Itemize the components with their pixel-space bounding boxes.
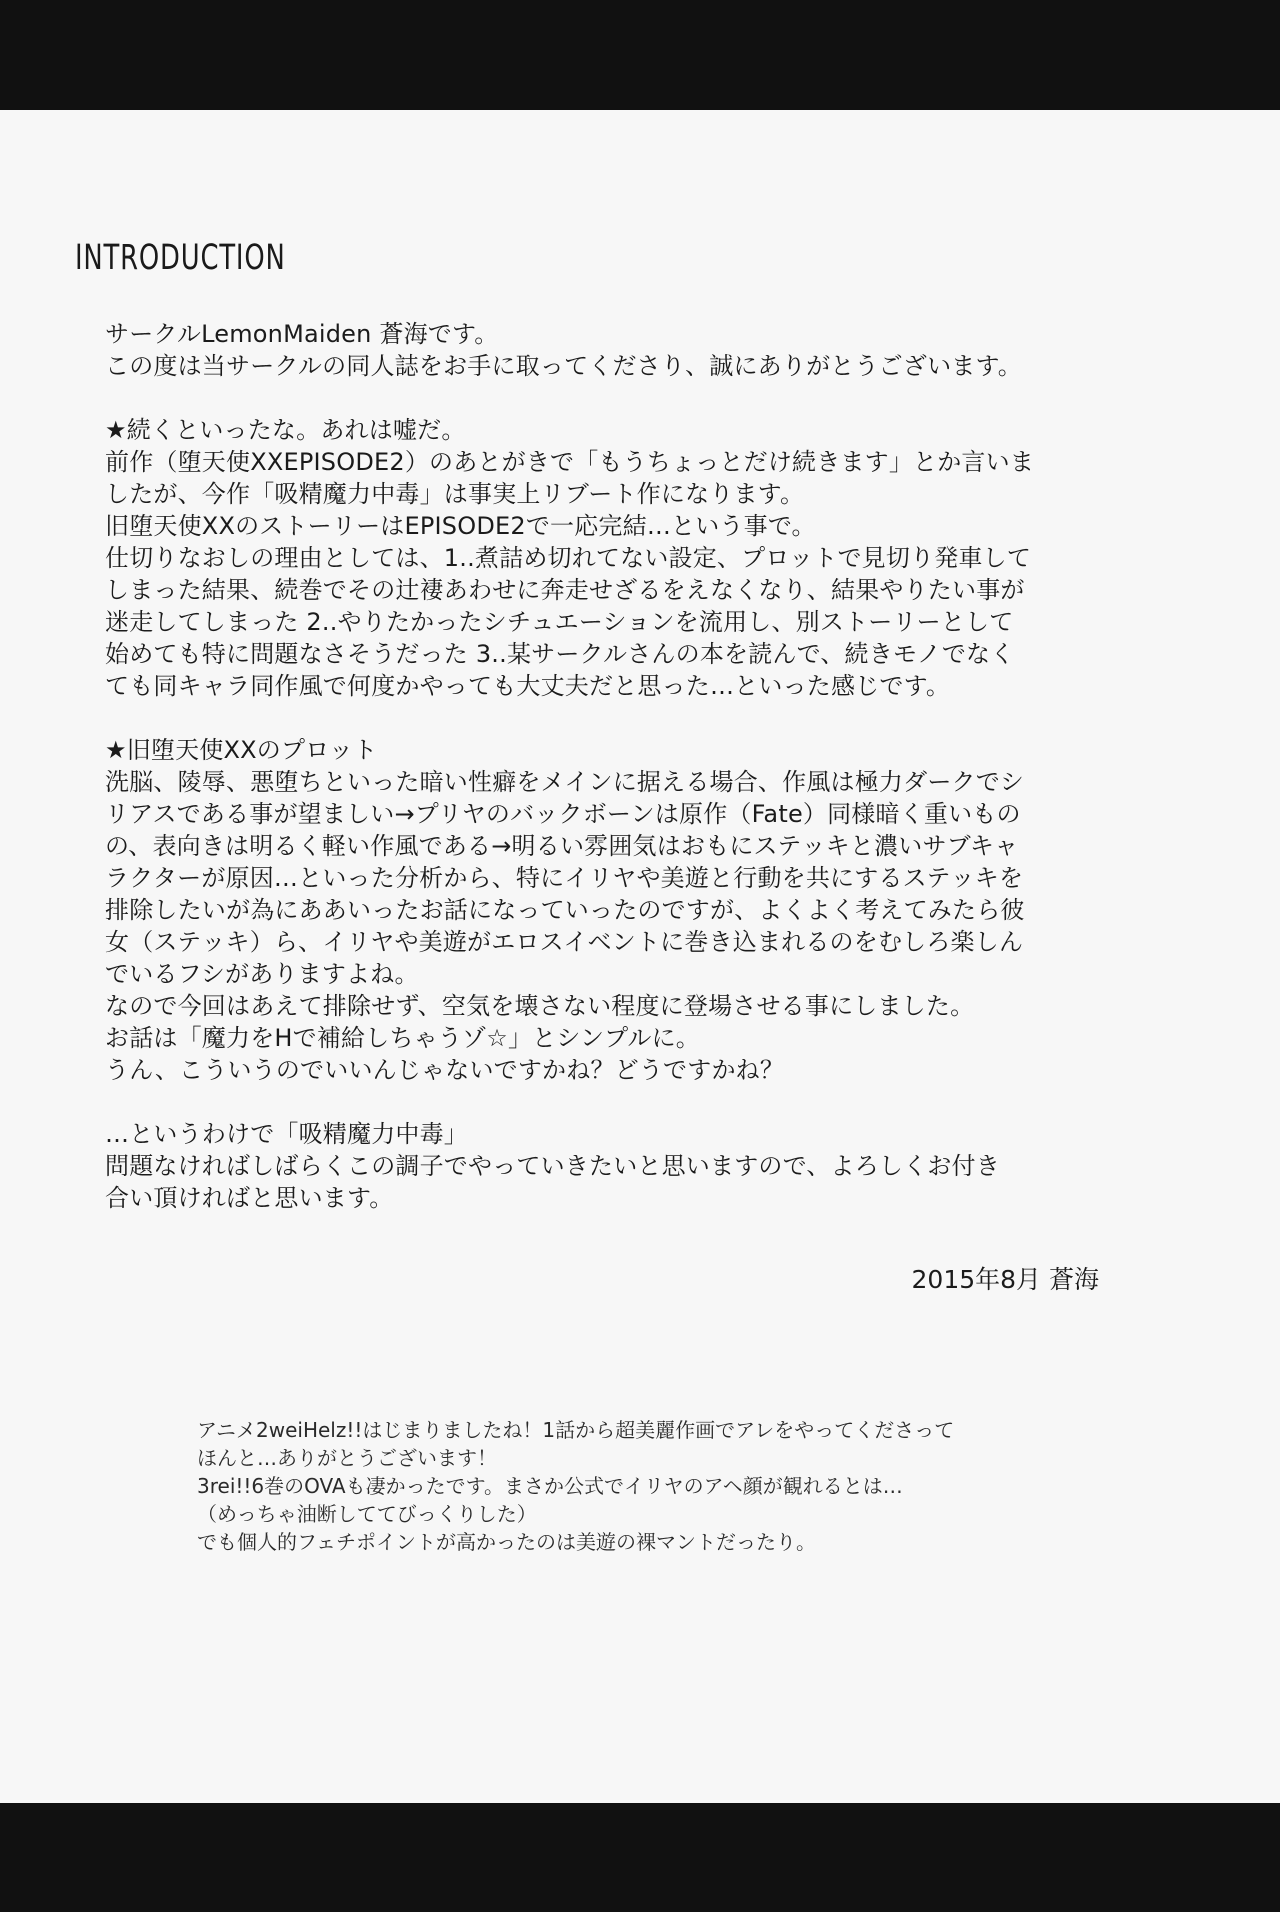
text-line: 女（ステッキ）ら、イリヤや美遊がエロスイベントに巻き込まれるのをむしろ楽しん xyxy=(105,928,1024,956)
text-line: したが、今作「吸精魔力中毒」は事実上リブート作になります。 xyxy=(105,480,805,508)
text-line: ても同キャラ同作風で何度かやっても大丈夫だと思った…といった感じです。 xyxy=(105,672,951,700)
paragraph-gap xyxy=(105,382,1125,414)
paragraph-gap xyxy=(105,1086,1125,1118)
text-line: ラクターが原因…といった分析から、特にイリヤや美遊と行動を共にするステッキを xyxy=(105,864,1024,892)
paragraph-greeting xyxy=(105,318,1125,382)
scan-border-bottom xyxy=(0,1803,1280,1912)
text-line: 洗脳、陵辱、悪堕ちといった暗い性癖をメインに据える場合、作風は極力ダークでシ xyxy=(105,768,1025,796)
book-page xyxy=(0,110,1280,1803)
text-line: 問題なければしばらくこの調子でやっていきたいと思いますので、よろしくお付き xyxy=(105,1152,1000,1180)
text-line: 合い頂ければと思います。 xyxy=(105,1184,394,1212)
text-line: お話は「魔力をHで補給しちゃうゾ☆」とシンプルに。 xyxy=(105,1024,701,1052)
text-line: の、表向きは明るく軽い作風である→明るい雰囲気はおもにステッキと濃いサブキャ xyxy=(105,832,1019,860)
paragraph-reboot xyxy=(105,414,1125,702)
afterword-line: （めっちゃ油断しててびっくりした） xyxy=(197,1502,537,1526)
text-line: 旧堕天使XXのストーリーはEPISODE2で一応完結…という事で。 xyxy=(105,512,816,540)
text-line: 迷走してしまった 2..やりたかったシチュエーションを流用し、別ストーリーとして xyxy=(105,608,1014,636)
section-heading: ★旧堕天使XXのプロット xyxy=(105,736,378,764)
afterword-line: アニメ2weiHelz!!はじまりましたね！1話から超美麗作画でアレをやってくださって xyxy=(197,1418,955,1442)
text-line: でいるフシがありますよね。 xyxy=(105,960,419,988)
signature-date-author: 2015年8月 蒼海 xyxy=(911,1265,1099,1294)
text-line: …というわけで「吸精魔力中毒」 xyxy=(105,1120,468,1148)
paragraph-closing xyxy=(105,1118,1125,1214)
text-line: しまった結果、続巻でその辻褄あわせに奔走せざるをえなくなり、結果やりたい事が xyxy=(105,576,1025,604)
afterword-line: 3rei!!6巻のOVAも凄かったです。まさか公式でイリヤのアヘ顔が観れるとは… xyxy=(197,1474,903,1498)
text-line: 前作（堕天使XXEPISODE2）のあとがきで「もうちょっとだけ続きます」とか言いま xyxy=(105,448,1035,476)
section-heading: ★続くといったな。あれは嘘だ。 xyxy=(105,416,466,444)
afterword-note xyxy=(197,1416,1097,1556)
text-line: 始めても特に問題なさそうだった 3..某サークルさんの本を読んで、続きモノでなく xyxy=(105,640,1015,668)
text-line: サークルLemonMaiden 蒼海です。 xyxy=(105,320,499,348)
introduction-body xyxy=(105,318,1125,1214)
text-line: この度は当サークルの同人誌をお手に取ってくださり、誠にありがとうございます。 xyxy=(105,352,1022,380)
scan-border-top xyxy=(0,0,1280,110)
paragraph-old-plot xyxy=(105,734,1125,1086)
text-line: リアスである事が望ましい→プリヤのバックボーンは原作（Fate）同様暗く重いもの xyxy=(105,800,1021,828)
afterword-line: でも個人的フェチポイントが高かったのは美遊の裸マントだったり。 xyxy=(197,1530,816,1554)
text-line: うん、こういうのでいいんじゃないですかね？どうですかね？ xyxy=(105,1056,785,1084)
text-line: なので今回はあえて排除せず、空気を壊さない程度に登場させる事にしました。 xyxy=(105,992,975,1020)
page-title: INTRODUCTION xyxy=(75,238,286,278)
text-line: 排除したいが為にああいったお話になっていったのですが、よくよく考えてみたら彼 xyxy=(105,896,1025,924)
text-line: 仕切りなおしの理由としては、1..煮詰め切れてない設定、プロットで見切り発車して xyxy=(105,544,1032,572)
paragraph-gap xyxy=(105,702,1125,734)
afterword-line: ほんと…ありがとうございます！ xyxy=(197,1446,497,1470)
